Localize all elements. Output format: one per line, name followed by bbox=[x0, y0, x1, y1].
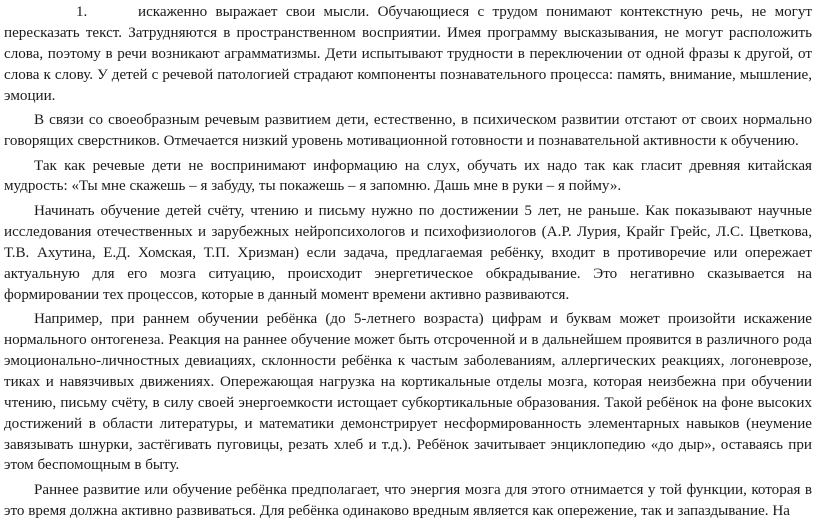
list-item-paragraph bbox=[4, 2, 812, 107]
paragraph-learning-age: Начинать обучение детей счёту, чтению и письму нужно по достижении 5 лет, не раньше. Как показывают научные исследования отечественных и зарубежных нейропсихологов и психофизиологов (А.Р. Лурия, Крайг Грейс, Л.С. Цветкова, Т.В. Ахутина, Е.Д. Хомская, Т.П. Хризман) если задача, предлагаемая ребёнку, входит в противоречие или опережает актуальную для его мозга ситуацию, происходит энергетическое обкрадывание. Это негативно сказывается на формировании тех процессов, которые в данный момент времени активно развиваются. bbox=[4, 202, 812, 303]
list-item-number: 1. bbox=[76, 4, 88, 20]
paragraph-early-development: Раннее развитие или обучение ребёнка предполагает, что энергия мозга для этого отнимается у той функции, которая в это время должна активно развиваться. Для ребёнка одинаково вредным является как опережение, так и запаздывание. На bbox=[4, 481, 812, 519]
paragraph-early-learning-effects: Например, при раннем обучении ребёнка (до 5-летнего возраста) цифрам и буквам может произойти искажение нормального онтогенеза. Реакция на раннее обучение может быть отсроченной и в дальнейшем проявится в различного рода эмоционально-личностных девиациях, склонности ребёнка к частым заболеваниям, аллергических реакциях, логоневрозе, тиках и навязчивых движениях. Опережающая нагрузка на кортикальные отделы мозга, которая неизбежна при обучении чтению, письму счёту, в силу своей энергоемкости истощает субкортикальные образования. Такой ребёнок на фоне высоких достижений в области литературы, и математики демонстрирует несформированность элементарных навыков (неумение завязывать шнурки, застёгивать пуговицы, резать хлеб и т.д.). Ребёнок зачитывает энциклопедию «до дыр», оставаясь при этом беспомощным в быту. bbox=[4, 311, 812, 474]
paragraph-speech-development: В связи со своеобразным речевым развитием дети, естественно, в психическом развитии отстают от своих нормально говорящих сверстников. Отмечается низкий уровень мотивационной готовности и познавательной активности к обучению. bbox=[4, 112, 812, 150]
paragraph-chinese-wisdom: Так как речевые дети не воспринимают информацию на слух, обучать их надо так как гласит древняя китайская мудрость: «Ты мне скажешь – я забуду, ты покажешь – я запомню. Дашь мне в руки – я пойму». bbox=[4, 157, 812, 195]
list-item-text: искаженно выражает свои мысли. Обучающиеся с трудом понимают контекстную речь, не могут пересказать текст. Затрудняются в пространственном восприятии. Имея программу высказывания, не могут расположить слова, поэтому в речи возникают аграмматизмы. Дети испытывают трудности в переключении от одной фразы к другой, от слова к слову. У детей с речевой патологией страдают компоненты познавательного процесса: память, внимание, мышление, эмоции. bbox=[4, 4, 812, 104]
